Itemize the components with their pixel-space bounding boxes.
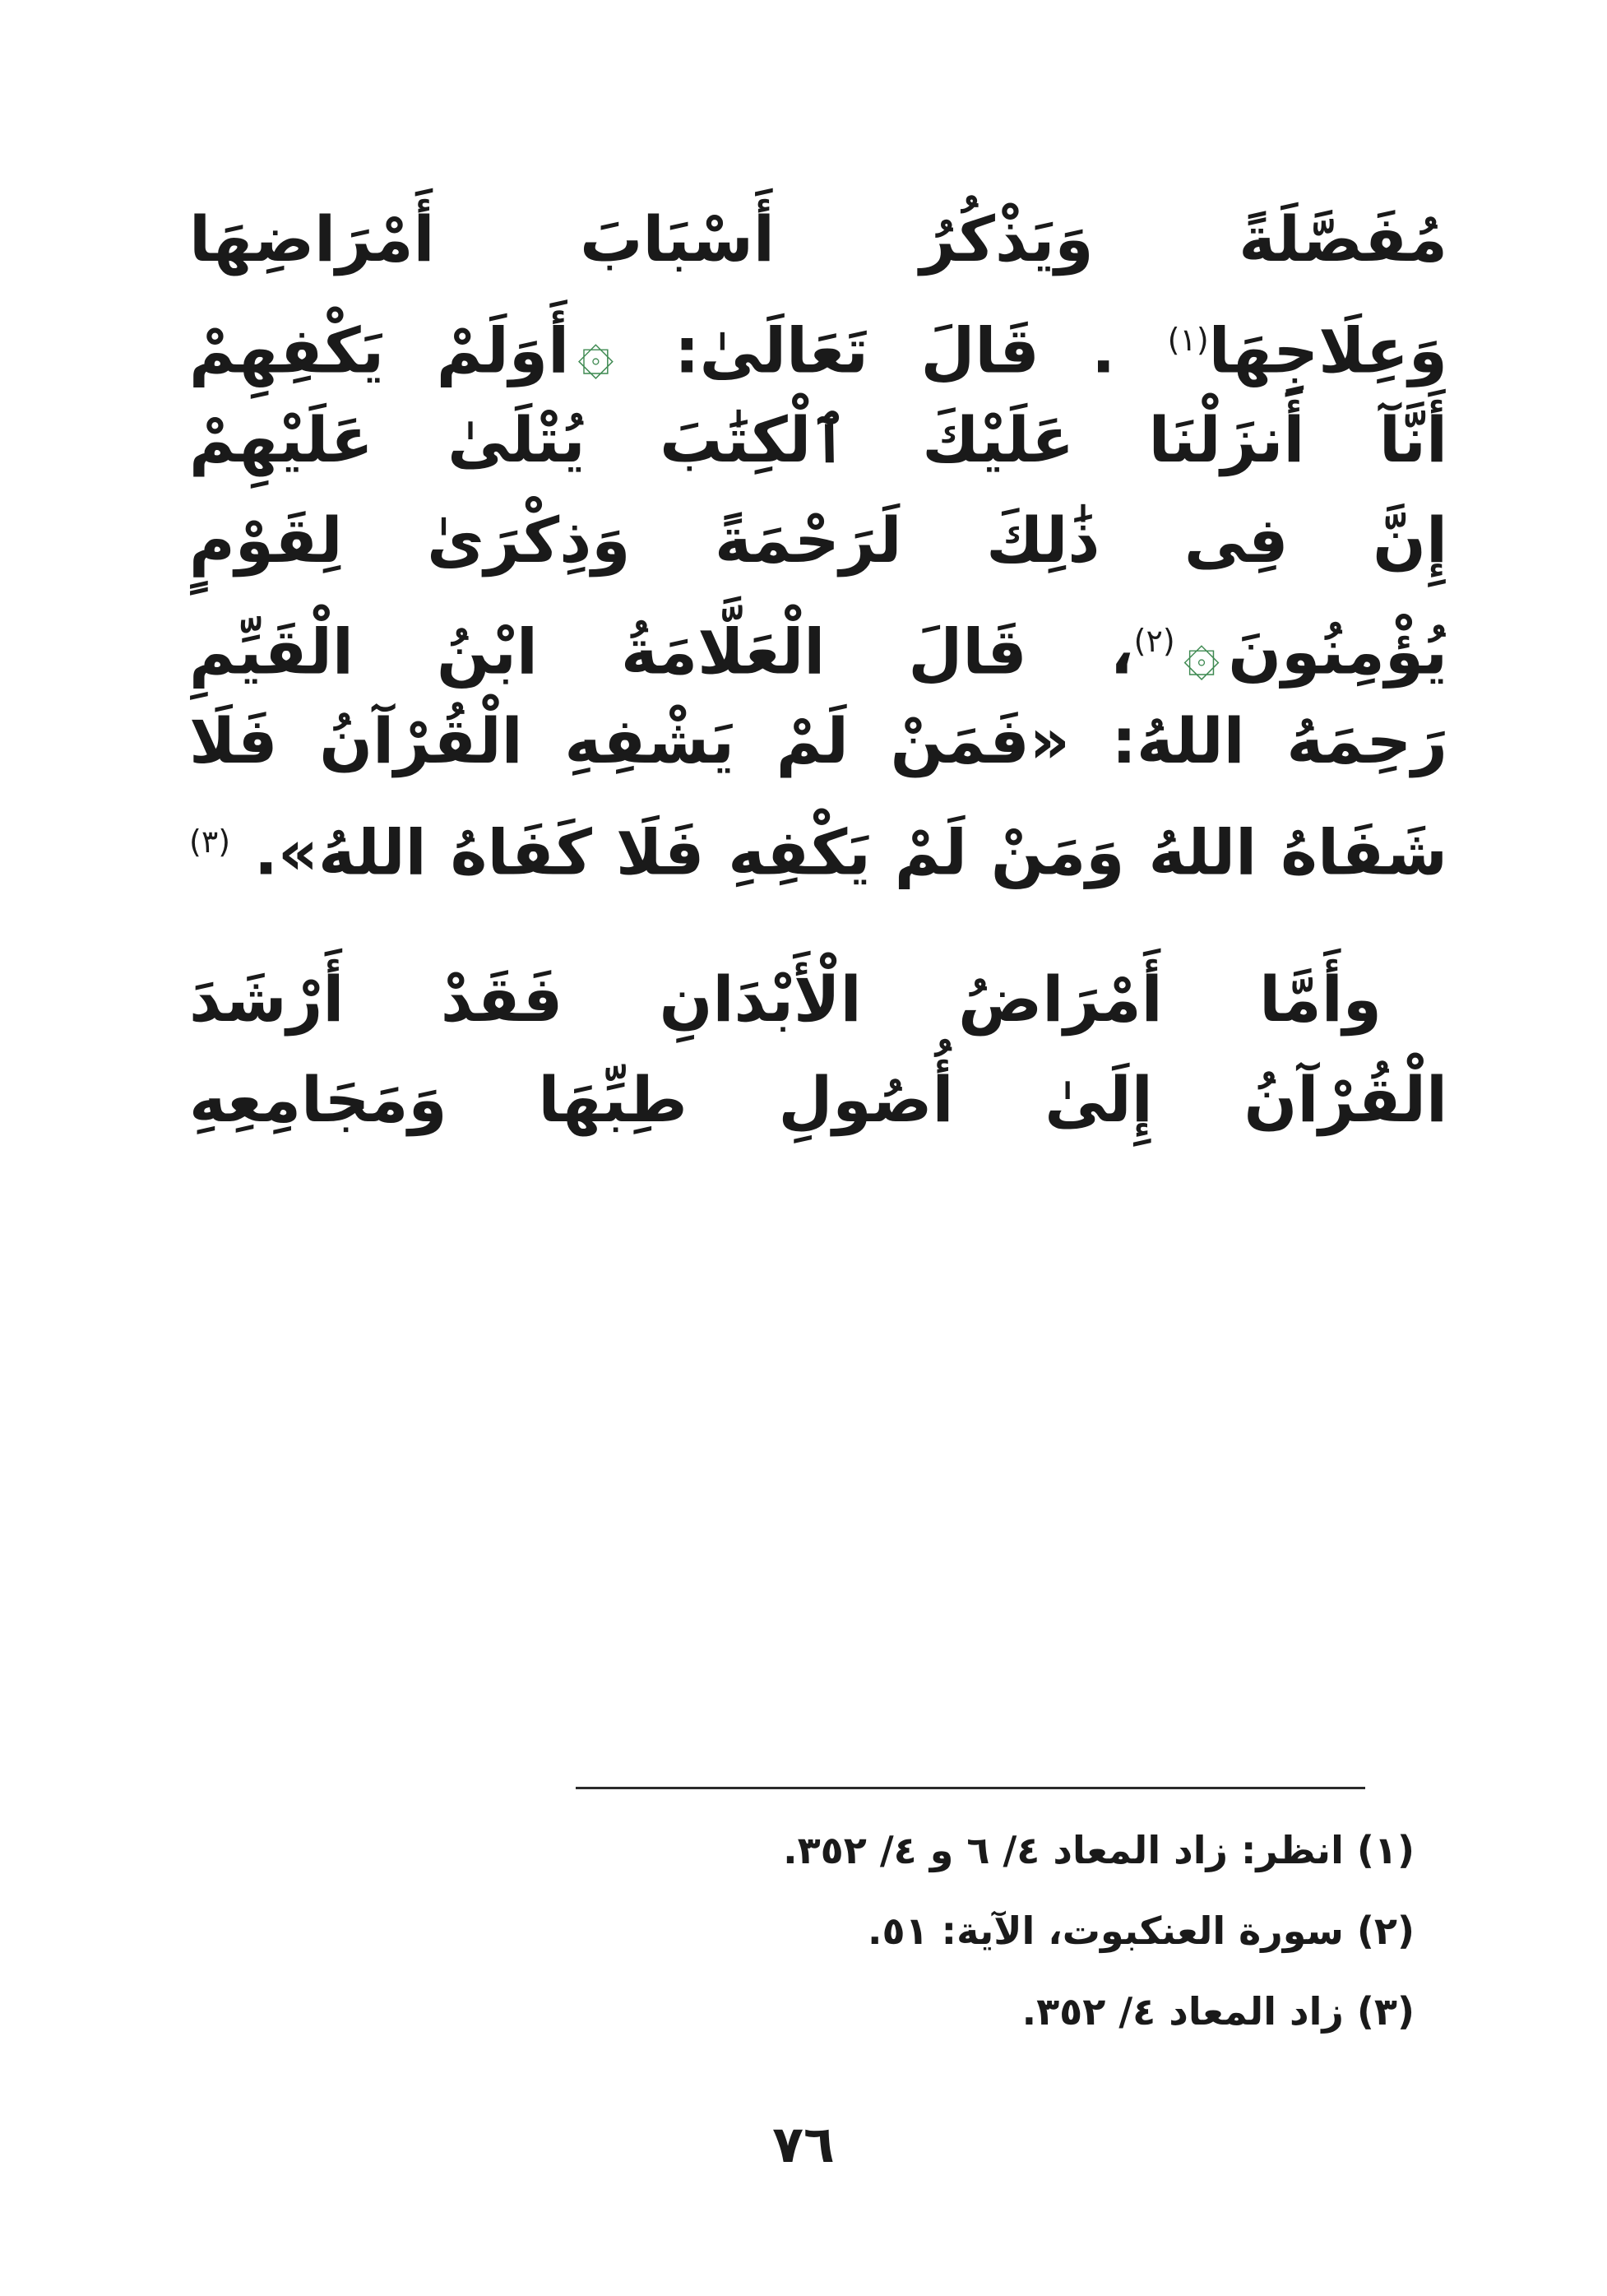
main-text (189, 189, 1447, 1150)
quote-close: ». (254, 815, 318, 889)
page-number: ٧٦ (772, 2114, 835, 2174)
text-line-5-rest: ، قَالَ الْعَلَّامَةُ ابْنُ الْقَيِّمِ (189, 615, 1134, 689)
verse-start: أَوَلَمْ يَكْفِهِمْ (189, 313, 570, 387)
text-line-2-mid: . قَالَ تَعَالَىٰ: (674, 313, 1116, 387)
text-line-5 (189, 591, 1447, 691)
footnote-ref-2[interactable]: (٢) (1133, 623, 1175, 659)
text-line-8: وأَمَّا أَمْرَاضُ الْأَبْدَانِ فَقَدْ أَرْشَدَ (189, 962, 1382, 1036)
verse-open-ornament-icon: ۞ (577, 313, 614, 387)
text-line-2-start: وَعِلَاجِهَا (1208, 313, 1447, 387)
text-line-9: الْقُرْآنُ إِلَىٰ أُصُولِ طِبِّهَا وَمَجَامِعِهِ (189, 1063, 1447, 1136)
text-line-2 (189, 290, 1447, 390)
quote-end: شَفَاهُ اللهُ وَمَنْ لَمْ يَكْفِهِ فَلَا كَفَاهُ اللهُ (318, 815, 1447, 889)
verse-close-ornament-icon: ۞ (1183, 615, 1220, 689)
text-line-6 (189, 691, 1447, 791)
footnote-divider (576, 1787, 1365, 1789)
footnotes (576, 1810, 1415, 2052)
text-line-6-start: رَحِمَهُ اللهُ: (1111, 704, 1447, 777)
text-line-3: أَنَّآ أَنزَلْنَا عَلَيْكَ ٱلْكِتَٰبَ يُتْلَىٰ عَلَيْهِمْ (189, 403, 1447, 476)
footnote-3: (٣) زاد المعاد ٤/ ٣٥٢. (1021, 1989, 1415, 2034)
text-line-7 (189, 791, 1447, 892)
footnote-ref-3[interactable]: (٣) (189, 823, 231, 860)
quote-start: «فَمَنْ لَمْ يَشْفِهِ الْقُرْآنُ فَلَا (189, 704, 1070, 777)
text-line-1: مُفَصَّلَةً وَيَذْكُرُ أَسْبَابَ أَمْرَاضِهَا (189, 202, 1447, 276)
verse-end: يُؤْمِنُونَ (1228, 615, 1447, 689)
footnote-2: (٢) سورة العنكبوت، الآية: ٥١. (868, 1909, 1415, 1953)
footnote-ref-1[interactable]: (١) (1167, 322, 1209, 358)
footnote-1: (١) انظر: زاد المعاد ٤/ ٦ و ٤/ ٣٥٢. (783, 1828, 1415, 1872)
text-line-4: إِنَّ فِى ذَٰلِكَ لَرَحْمَةً وَذِكْرَىٰ لِقَوْمٍ (189, 503, 1447, 577)
